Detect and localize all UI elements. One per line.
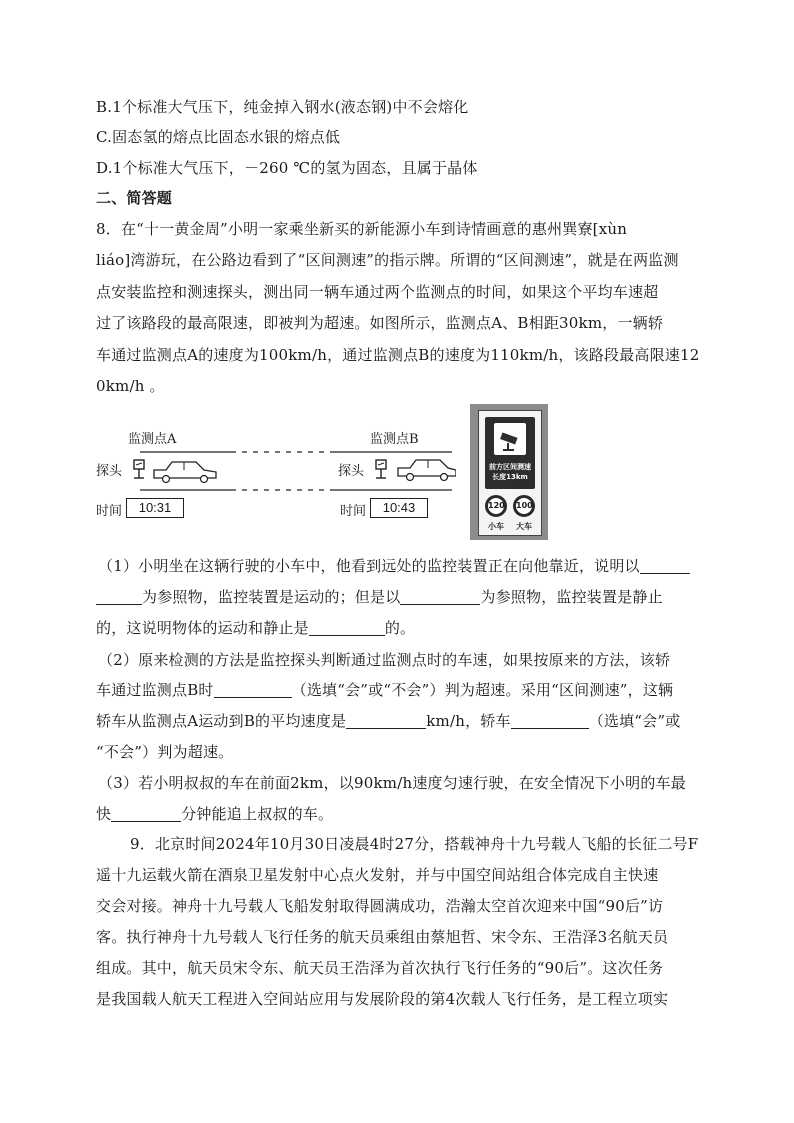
time-b-box: 10:43 xyxy=(370,498,428,518)
camera-icon xyxy=(494,423,526,455)
car-b-icon xyxy=(398,460,456,481)
probe-a-label: 探头 xyxy=(96,464,123,479)
answer-blank[interactable] xyxy=(346,712,426,729)
time-a-box: 10:31 xyxy=(126,498,184,518)
q9-text-line: 交会对接。神舟十九号载人飞船发射取得圆满成功，浩瀚太空首次迎来中国“90后”访 xyxy=(96,897,664,915)
q8-text-line: 过了该路段的最高限速，即被判为超速。如图所示，监测点A、B相距30km，一辆轿 xyxy=(96,314,664,332)
option-c: C.固态氢的熔点比固态水银的熔点低 xyxy=(96,128,341,146)
answer-blank[interactable] xyxy=(640,557,690,574)
speed-check-diagram xyxy=(96,420,456,530)
point-a-label: 监测点A xyxy=(128,432,177,447)
answer-blank[interactable] xyxy=(511,712,589,729)
subq2-line4: “不会”）判为超速。 xyxy=(96,743,234,761)
subq3-line2: 快 分钟能追上叔叔的车。 xyxy=(96,805,334,823)
q9-text-line: 遥十九运载火箭在酒泉卫星发射中心点火发射，并与中国空间站组合体完成自主快速 xyxy=(96,866,659,884)
car-a-icon xyxy=(154,462,216,483)
sign-board xyxy=(478,410,542,536)
probe-a-icon xyxy=(134,460,144,478)
subq1-line2: 为参照物，监控装置是运动的；但是以 为参照物，监控装置是静止 xyxy=(96,587,663,607)
probe-b-icon xyxy=(376,460,386,478)
answer-blank[interactable] xyxy=(96,588,142,605)
subq1-line3: 的，这说明物体的运动和静止是 的。 xyxy=(96,619,416,637)
q9-text-line: 9．北京时间2024年10月30日凌晨4时27分，搭载神舟十九号载人飞船的长征二号F xyxy=(130,835,699,853)
q8-text-line: 0km/h 。 xyxy=(96,377,165,395)
sign-text-line2: 长度13km xyxy=(492,473,528,481)
answer-blank[interactable] xyxy=(111,805,181,822)
point-b-label: 监测点B xyxy=(370,432,419,447)
speed-limit-truck: 100 xyxy=(513,495,535,517)
speed-limit-car: 120 xyxy=(485,495,507,517)
q8-text-line: 车通过监测点A的速度为100km/h，通过监测点B的速度为110km/h，该路段最高限速12 xyxy=(96,346,700,364)
sign-text-line1: 前方区间测速 xyxy=(489,463,531,471)
time-a-label: 时间 xyxy=(96,504,123,519)
road-sign-photo xyxy=(470,404,548,540)
q8-text-line: liáo]湾游玩，在公路边看到了“区间测速”的指示牌。所谓的“区间测速”，就是在两监测 xyxy=(96,251,679,269)
sign-camera-panel xyxy=(485,417,535,489)
probe-b-label: 探头 xyxy=(338,464,365,479)
option-b: B.1个标准大气压下，纯金掉入钢水(液态钢)中不会熔化 xyxy=(96,98,469,116)
q9-text-line: 是我国载人航天工程进入空间站应用与发展阶段的第4次载人飞行任务，是工程立项实 xyxy=(96,990,669,1008)
q9-text-line: 组成。其中，航天员宋令东、航天员王浩泽为首次执行飞行任务的“90后”。这次任务 xyxy=(96,959,664,977)
subq2-line1: （2）原来检测的方法是监控探头判断通过监测点时的车速，如果按原来的方法，该轿 xyxy=(98,651,671,669)
q9-text-line: 客。执行神舟十九号载人飞行任务的航天员乘组由蔡旭哲、宋令东、王浩泽3名航天员 xyxy=(96,928,669,946)
q8-text-line: 8．在“十一黄金周”小明一家乘坐新买的新能源小车到诗情画意的惠州巽寮[xùn xyxy=(96,220,628,238)
answer-blank[interactable] xyxy=(214,681,292,698)
subq1-line1: （1）小明坐在这辆行驶的小车中，他看到远处的监控装置正在向他靠近，说明以 xyxy=(98,556,690,576)
answer-blank[interactable] xyxy=(309,619,385,636)
answer-blank[interactable] xyxy=(400,588,480,605)
q8-text-line: 点安装监控和测速探头，测出同一辆车通过两个监测点的时间，如果这个平均车速超 xyxy=(96,283,659,301)
section-heading: 二、简答题 xyxy=(96,189,173,207)
option-d: D.1个标准大气压下，－260 ℃的氢为固态，且属于晶体 xyxy=(96,159,478,177)
subq2-line3: 轿车从监测点A运动到B的平均速度是 km/h，轿车 （选填“会”或 xyxy=(96,712,681,730)
subq2-line2: 车通过监测点B时 （选填“会”或“不会”）判为超速。采用“区间测速”，这辆 xyxy=(96,681,674,699)
truck-caption: 大车 xyxy=(516,522,532,531)
subq3-line1: （3）若小明叔叔的车在前面2km，以90km/h速度匀速行驶，在安全情况下小明的车最 xyxy=(98,774,686,792)
time-b-label: 时间 xyxy=(340,504,367,519)
car-caption: 小车 xyxy=(488,522,504,531)
